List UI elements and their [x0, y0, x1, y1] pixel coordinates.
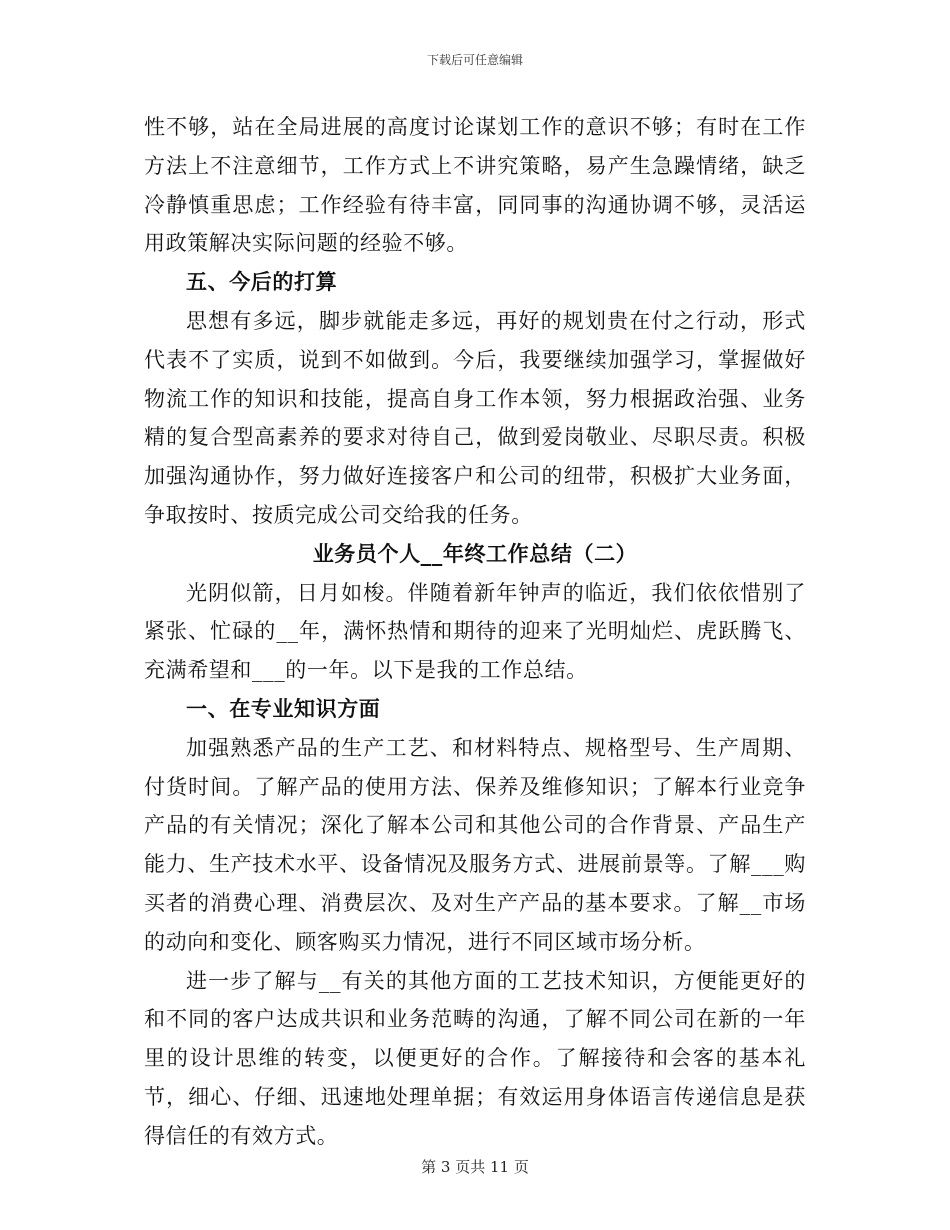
paragraph: 进一步了解与__有关的其他方面的工艺技术知识，方便能更好的和不同的客户达成共识和业务范畴的沟通，了解不同公司在新的一年里的设计思维的转变，以便更好的合作。了解接待和会客的基本礼节，细心、仔细、迅速地处理单据；有效运用身体语言传递信息是获得信任的有效方式。	[144, 968, 806, 1148]
document-title: 业务员个人__年终工作总结（二）	[312, 540, 638, 566]
paragraph: 思想有多远，脚步就能走多远，再好的规划贵在付之行动，形式代表不了实质，说到不如做到。今后，我要继续加强学习，掌握做好物流工作的知识和技能，提高自身工作本领，努力根据政治强、业务精的复合型高素养的要求对待自己，做到爱岗敬业、尽职尽责。积极加强沟通协作，努力做好连接客户和公司的纽带，积极扩大业务面，争取按时、按质完成公司交给我的任务。	[144, 308, 806, 527]
paragraph: 性不够，站在全局进展的高度讨论谋划工作的意识不够；有时在工作方法上不注意细节，工作方式上不讲究策略，易产生急躁情绪，缺乏冷静慎重思虑；工作经验有待丰富，同同事的沟通协调不够，灵活运用政策解决实际问题的经验不够。	[144, 115, 806, 256]
page-header: 下载后可任意编辑	[426, 53, 523, 67]
paragraph: 光阴似箭，日月如梭。伴随着新年钟声的临近，我们依依惜别了紧张、忙碌的__年，满怀热情和期待的迎来了光明灿烂、虎跃腾飞、充满希望和___的一年。以下是我的工作总结。	[144, 580, 806, 683]
section-heading: 五、今后的打算	[186, 269, 338, 295]
paragraph: 加强熟悉产品的生产工艺、和材料特点、规格型号、生产周期、付货时间。了解产品的使用方法、保养及维修知识；了解本行业竞争产品的有关情况；深化了解本公司和其他公司的合作背景、产品生产能力、生产技术水平、设备情况及服务方式、进展前景等。了解___购买者的消费心理、消费层次、及对生产产品的基本要求。了解__市场的动向和变化、顾客购买力情况，进行不同区域市场分析。	[144, 735, 806, 954]
document-body	[144, 108, 806, 1156]
section-heading: 一、在专业知识方面	[186, 695, 381, 721]
page-number: 第 3 页共 11 页	[421, 1158, 529, 1176]
